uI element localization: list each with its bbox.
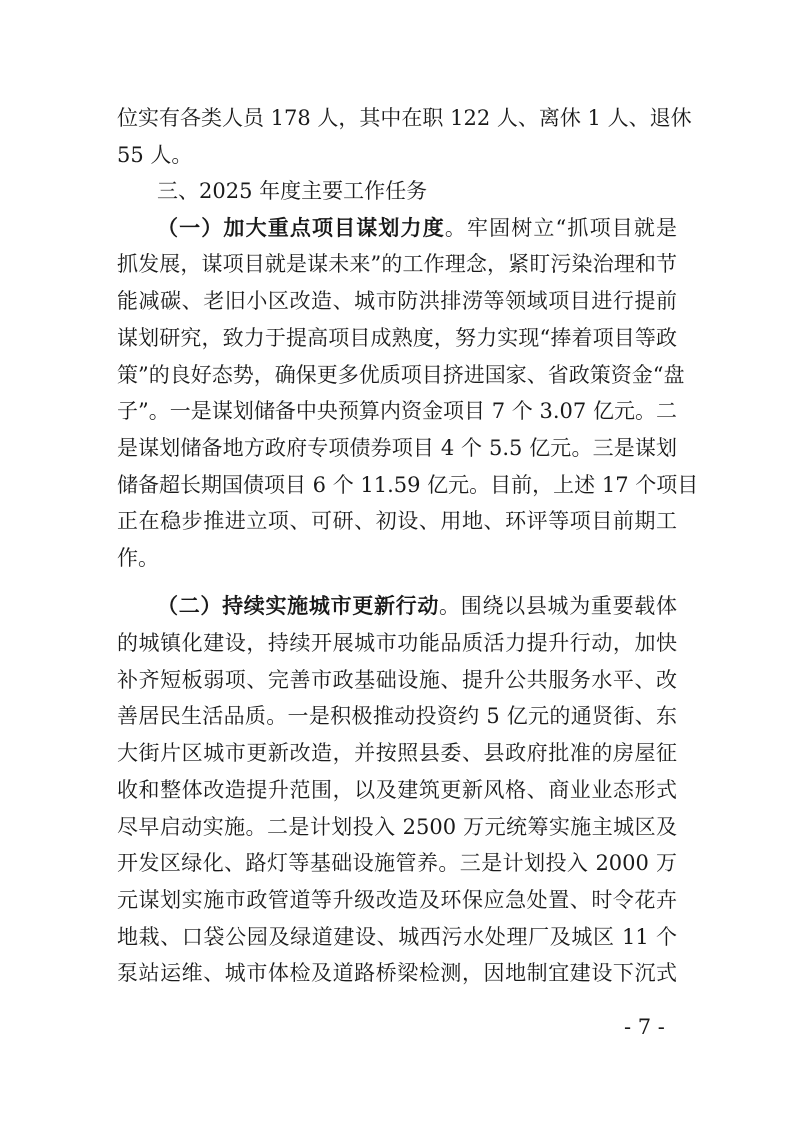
body-text-line: 善居民生活品质。一是积极推动投资约 5 亿元的通贤街、东 (117, 704, 677, 728)
body-text-line: 大街片区城市更新改造，并按照县委、县政府批准的房屋征 (117, 741, 677, 765)
body-text-line: 子”。一是谋划储备中央预算内资金项目 7 个 3.07 亿元。二 (117, 399, 677, 423)
body-text-line: 谋划研究，致力于提高项目成熟度，努力实现“捧着项目等政 (117, 326, 677, 350)
body-text-line: 位实有各类人员 178 人，其中在职 122 人、离休 1 人、退休 (117, 106, 692, 130)
subsection-heading: （一）加大重点项目谋划力度 (157, 215, 445, 240)
page-number: - 7 - (624, 1015, 665, 1039)
body-text-line: 收和整体改造提升范围，以及建筑更新风格、商业业态形式 (117, 778, 677, 802)
body-text-line: 的城镇化建设，持续开展城市功能品质活力提升行动，加快 (117, 631, 677, 655)
body-text-line: 能减碳、老旧小区改造、城市防洪排涝等领域项目进行提前 (117, 289, 677, 313)
subsection-line (157, 210, 677, 246)
subsection-line (157, 588, 677, 624)
body-text-line: 是谋划储备地方政府专项债券项目 4 个 5.5 亿元。三是谋划 (117, 436, 677, 460)
body-text-line: 正在稳步推进立项、可研、初设、用地、环评等项目前期工 (117, 509, 677, 533)
body-text-line: 开发区绿化、路灯等基础设施管养。三是计划投入 2000 万 (117, 851, 677, 875)
body-text: 。围绕以县城为重要载体 (439, 594, 678, 618)
subsection-heading: （二）持续实施城市更新行动 (157, 593, 440, 618)
section-heading: 三、2025 年度主要工作任务 (157, 179, 428, 203)
body-text-line: 策”的良好态势，确保更多优质项目挤进国家、省政策资金“盘 (117, 363, 685, 387)
body-text-line: 作。 (117, 546, 159, 570)
body-text-line: 储备超长期国债项目 6 个 11.59 亿元。目前，上述 17 个项目 (117, 473, 699, 497)
body-text-line: 55 人。 (117, 143, 193, 167)
body-text-line: 补齐短板弱项、完善市政基础设施、提升公共服务水平、改 (117, 668, 677, 692)
body-text-line: 元谋划实施市政管道等升级改造及环保应急处置、时令花卉 (117, 888, 677, 912)
body-text-line: 尽早启动实施。二是计划投入 2500 万元统筹实施主城区及 (117, 815, 677, 839)
body-text-line: 抓发展，谋项目就是谋未来”的工作理念，紧盯污染治理和节 (117, 252, 677, 276)
body-text: 。牢固树立“抓项目就是 (444, 216, 677, 240)
body-text-line: 地栽、口袋公园及绿道建设、城西污水处理厂及城区 11 个 (117, 925, 677, 949)
body-text-line: 泵站运维、城市体检及道路桥梁检测，因地制宜建设下沉式 (117, 961, 677, 985)
